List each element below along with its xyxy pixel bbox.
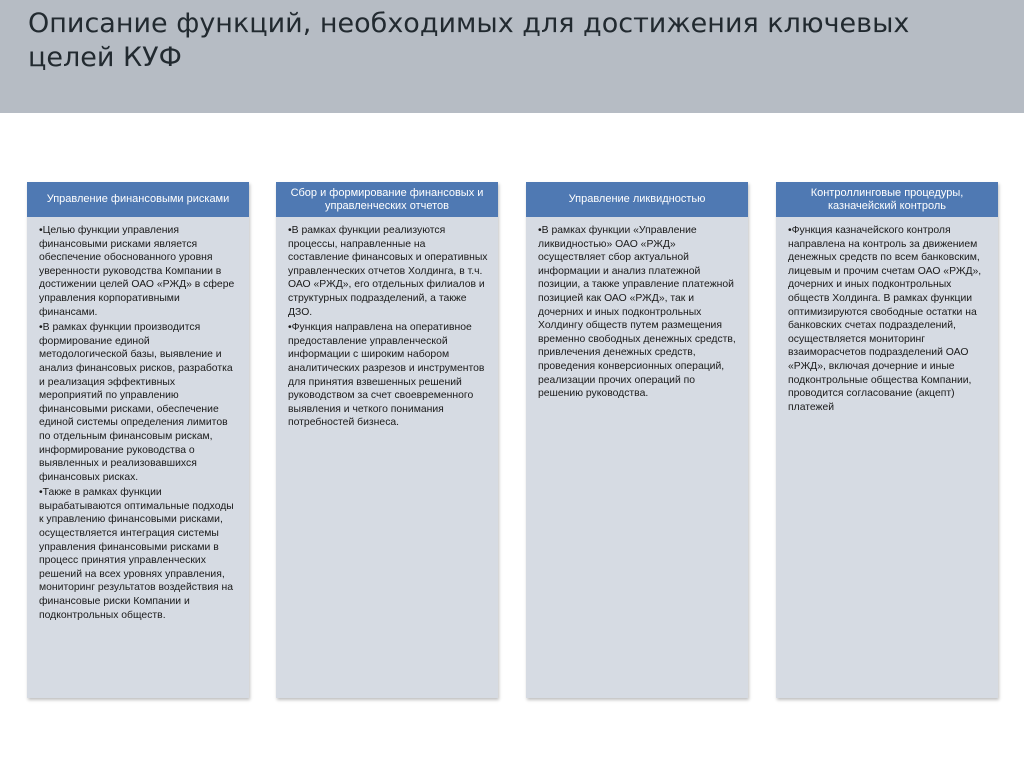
bullet-item: • Целью функции управления финансовыми рисками является обеспечение обоснованного уровня уверенности руководства Компании в достижении целей ОАО «РЖД» в сфере управления корпоративными финансами.	[39, 224, 239, 319]
column-controlling	[776, 182, 998, 698]
bullet-item: • В рамках функции производится формирование единой методологической базы, выявление и анализ финансовых рисков, разработка и реализация эффективных мероприятий по управлению финансовыми рисками, обеспечение единой системы определения лимитов по отдельным финансовым рискам, информирование руководства о выявленных и реализовавшихся финансовых рисках.	[39, 321, 239, 484]
column-body	[776, 217, 998, 414]
column-financial-risk	[27, 182, 249, 698]
column-heading: Управление ликвидностью	[526, 182, 748, 217]
column-body	[526, 217, 748, 401]
column-heading: Контроллинговые процедуры, казначейский контроль	[776, 182, 998, 217]
column-heading: Сбор и формирование финансовых и управленческих отчетов	[276, 182, 498, 217]
column-body	[27, 217, 249, 622]
column-body	[276, 217, 498, 430]
bullet-item: • Также в рамках функции вырабатываются оптимальные подходы к управлению финансовыми рисками, осуществляется интеграция системы управления финансовыми рисками в процесс принятия управленческих решений на всех уровнях управления, мониторинг результатов воздействия на финансовые риски Компании и подконтрольных обществ.	[39, 486, 239, 622]
bullet-item: • Функция направлена на оперативное предоставление управленческой информации с широким набором аналитических разрезов и инструментов для принятия взвешенных решений руководством за счет своевременного выявления и четкого понимания потребностей бизнеса.	[288, 321, 488, 430]
page-title: Описание функций, необходимых для достижения ключевых целей КУФ	[28, 8, 910, 73]
title-bar	[0, 0, 1024, 113]
column-heading: Управление финансовыми рисками	[27, 182, 249, 217]
bullet-item: • В рамках функции «Управление ликвидностью» ОАО «РЖД» осуществляет сбор актуальной информации и анализ платежной позиции, а также управление платежной позицией как ОАО «РЖД», так и дочерних и иных подконтрольных Холдингу обществ путем размещения временно свободных денежных средств, привлечения денежных средств, проведения конверсионных операций, реализации прочих операций по решению руководства.	[538, 224, 738, 401]
bullet-item: • Функция казначейского контроля направлена на контроль за движением денежных средств по всем банковским, лицевым и прочим счетам ОАО «РЖД», дочерних и иных подконтрольных обществ Холдинга. В рамках функции оптимизируются свободные остатки на банковских счетах подразделений, осуществляется мониторинг взаиморасчетов подразделений ОАО «РЖД», включая дочерние и иные подконтрольные общества Компании, проводится согласование (акцепт) платежей	[788, 224, 988, 414]
column-liquidity	[526, 182, 748, 698]
column-reporting	[276, 182, 498, 698]
bullet-item: • В рамках функции реализуются процессы, направленные на составление финансовых и оперативных управленческих отчетов Холдинга, в т.ч. ОАО «РЖД», его отдельных филиалов и структурных подразделений, а также ДЗО.	[288, 224, 488, 319]
